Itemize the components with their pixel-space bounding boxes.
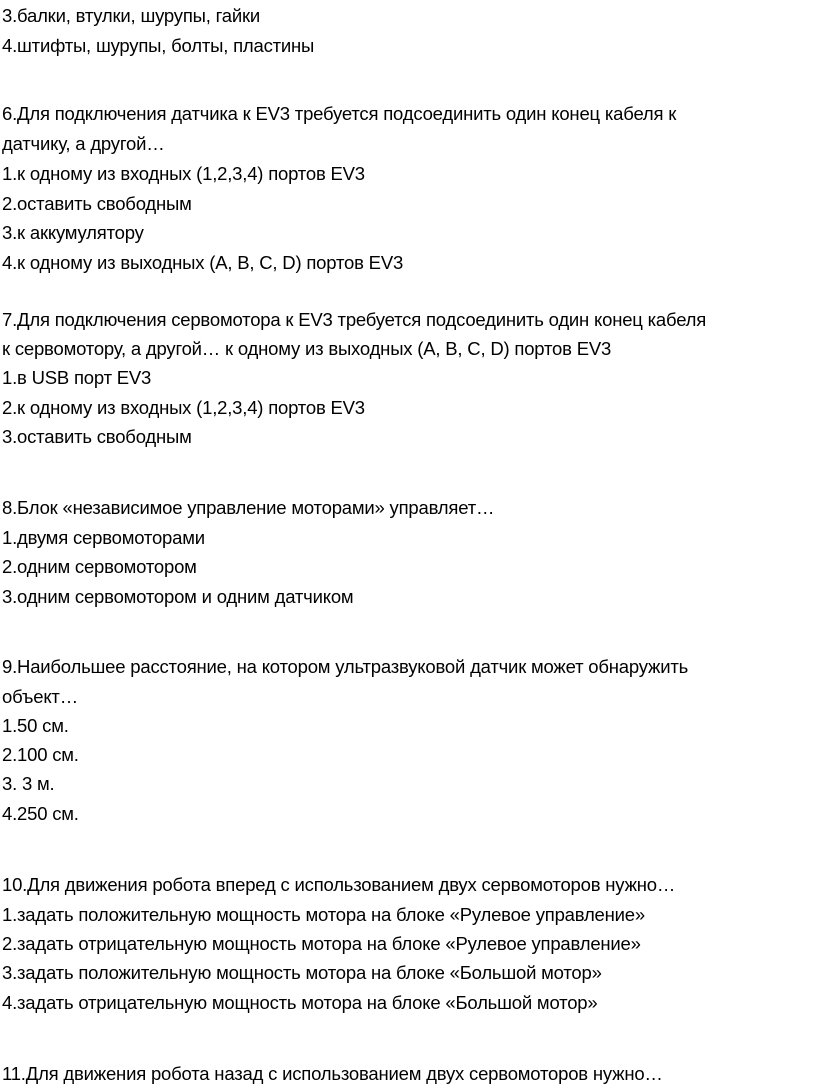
answer-3-q9: 3. 3 м. [2,773,55,794]
answer-2-q10: 2.задать отрицательную мощность мотора на блоке «Рулевое управление» [2,933,641,954]
question-7-cont: к сервомотору, а другой… к одному из выходных (A, B, C, D) портов EV3 [2,338,612,359]
answer-3-q8: 3.одним сервомотором и одним датчиком [2,586,354,607]
answer-4-q9: 4.250 см. [2,803,79,824]
question-9: 9.Наибольшее расстояние, на котором ультразвуковой датчик может обнаружить [2,656,689,677]
answer-1-q6: 1.к одному из входных (1,2,3,4) портов EV3 [2,163,365,184]
answer-3-q7: 3.оставить свободным [2,426,192,447]
question-6-cont: датчику, а другой… [2,133,165,154]
answer-2-q9: 2.100 см. [2,744,79,765]
question-9-cont: объект… [2,686,78,707]
question-7: 7.Для подключения сервомотора к EV3 требуется подсоединить один конец кабеля [2,309,707,330]
answer-1-q7: 1.в USB порт EV3 [2,367,152,388]
question-6: 6.Для подключения датчика к EV3 требуется подсоединить один конец кабеля к [2,103,677,124]
answer-2-q8: 2.одним сервомотором [2,556,197,577]
answer-3-q10: 3.задать положительную мощность мотора на блоке «Большой мотор» [2,962,602,983]
question-10: 10.Для движения робота вперед с использованием двух сервомоторов нужно… [2,874,676,895]
answer-1-q10: 1.задать положительную мощность мотора на блоке «Рулевое управление» [2,904,645,925]
answer-4-q10: 4.задать отрицательную мощность мотора на блоке «Большой мотор» [2,992,598,1013]
answer-1-q9: 1.50 см. [2,715,69,736]
answer-2-q6: 2.оставить свободным [2,193,192,214]
question-11: 11.Для движения робота назад с использованием двух сервомоторов нужно… [2,1063,663,1084]
answer-1-q8: 1.двумя сервомоторами [2,527,205,548]
answer-4-q6: 4.к одному из выходных (A, B, C, D) портов EV3 [2,252,404,273]
answer-4-q5: 4.штифты, шурупы, болты, пластины [2,35,315,56]
question-8: 8.Блок «независимое управление моторами» управляет… [2,497,495,518]
answer-2-q7: 2.к одному из входных (1,2,3,4) портов EV3 [2,397,365,418]
answer-3-q6: 3.к аккумулятору [2,222,144,243]
answer-3-q5: 3.балки, втулки, шурупы, гайки [2,5,261,26]
